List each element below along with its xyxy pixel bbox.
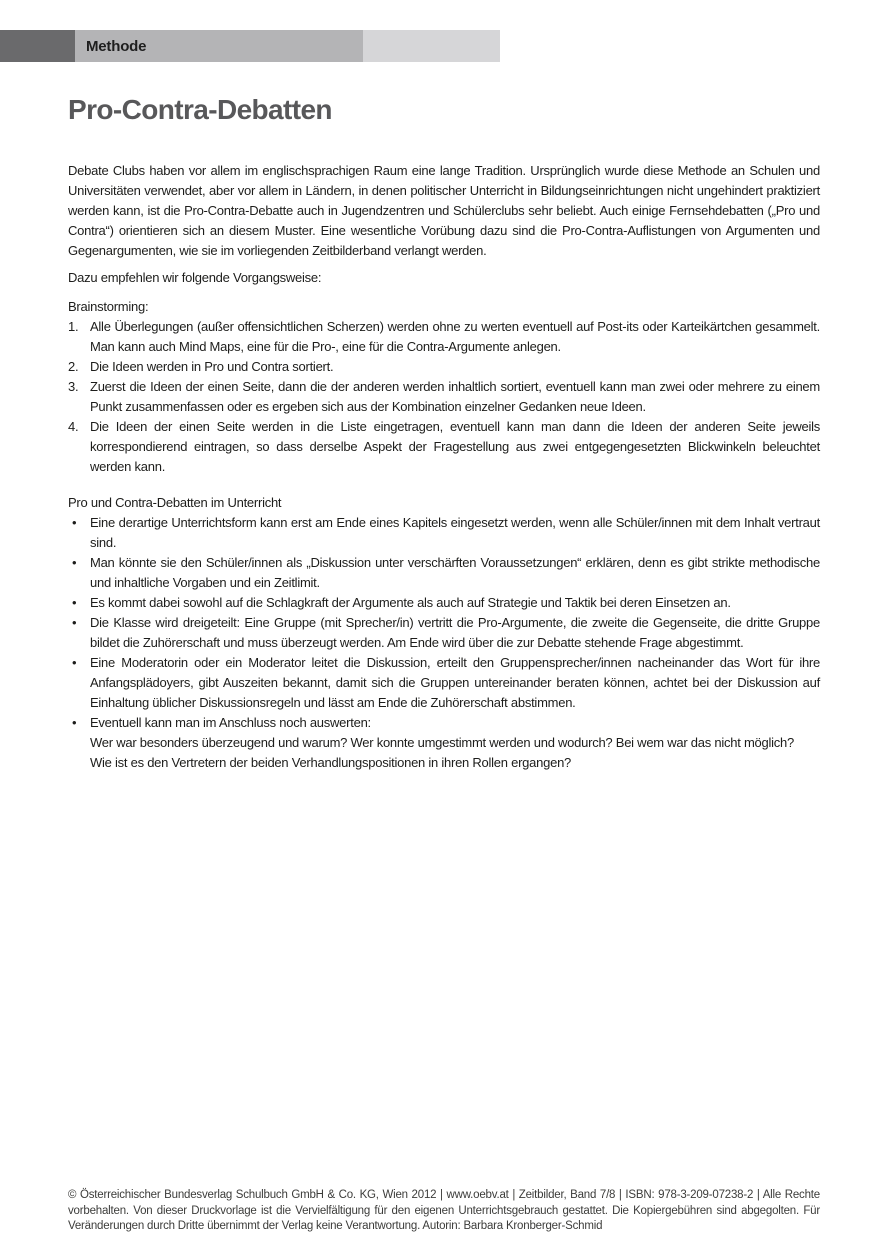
lead-line: Dazu empfehlen wir folgende Vorgangsweise: [68, 270, 322, 285]
section-label: Methode [86, 37, 147, 55]
list-item: • Eine derartige Unterrichtsform kann erst am Ende eines Kapitels eingesetzt werden, wenn alle Schüler/innen mit dem Inhalt vertraut sind. [68, 513, 820, 553]
header-bar-label-segment [75, 30, 363, 62]
header-bar-dark-segment [0, 30, 75, 62]
list-item: Alle Überlegungen (außer offensichtlichen Scherzen) werden ohne zu werten eventuell auf Post-its oder Karteikärtchen gesammelt. Man kann auch Mind Maps, eine für die Pro-, eine für die Contra-Argumente anlegen. [90, 319, 820, 354]
brainstorming-heading: Brainstorming: [68, 299, 149, 314]
list-item: • Es kommt dabei sowohl auf die Schlagkraft der Argumente als auch auf Strategie und Taktik bei deren Einsetzen an. [68, 593, 820, 613]
unterricht-heading: Pro und Contra-Debatten im Unterricht [68, 495, 282, 510]
list-item-lead: Eventuell kann man im Anschluss noch auswerten: [90, 715, 371, 730]
header-bar-light-segment [363, 30, 500, 62]
list-item: Zuerst die Ideen der einen Seite, dann die der anderen werden inhaltlich sortiert, eventuell kann man zwei oder mehrere zu einem Punkt zusammenfassen oder es ergeben sich aus der Kombination einzelner Gedanken neue Ideen. [90, 379, 820, 414]
followup-question: Wer war besonders überzeugend und warum? Wer konnte umgestimmt werden und wodurch? Bei wem war das nicht möglich? [90, 735, 794, 750]
brainstorming-list [68, 317, 820, 477]
page-title: Pro-Contra-Debatten [68, 94, 332, 125]
list-item: • Man könnte sie den Schüler/innen als „Diskussion unter verschärften Voraussetzungen“ erklären, denn es gibt strikte methodische und inhaltliche Vorgaben und ein Zeitlimit. [68, 553, 820, 593]
list-item: • Die Klasse wird dreigeteilt: Eine Gruppe (mit Sprecher/in) vertritt die Pro-Argumente, die zweite die Gegenseite, die dritte Gruppe bildet die Zuhörerschaft und muss überzeugt werden. Am Ende wird über die zur Debatte stehende Frage abgestimmt. [68, 613, 820, 653]
followup-question: Wie ist es den Vertretern der beiden Verhandlungspositionen in ihren Rollen ergangen? [90, 755, 572, 770]
header-bar [0, 30, 890, 62]
list-item: • Eine Moderatorin oder ein Moderator leitet die Diskussion, erteilt den Gruppensprecher/innen nacheinander das Wort für ihre Anfangsplädoyers, gibt Auszeiten bekannt, damit sich die Gruppen untereinander beraten können, achtet bei der Diskussion auf Einhaltung üblicher Diskussionsregeln und lässt am Ende die Zuhörerschaft abstimmen. [68, 653, 820, 713]
list-item: Die Ideen der einen Seite werden in die Liste eingetragen, eventuell kann man dann die Ideen der anderen Seite jeweils korrespondierend eintragen, so dass derselbe Aspekt der Fragestellung aus zwei entgegengesetzten Blickwinkeln beleuchtet werden kann. [90, 419, 820, 474]
unterricht-list [68, 513, 820, 773]
copyright-footer: © Österreichischer Bundesverlag Schulbuch GmbH & Co. KG, Wien 2012 | www.oebv.at | Zeitbilder, Band 7/8 | ISBN: 978-3-209-07238-2 | Alle Rechte vorbehalten. Von dieser Druckvorlage ist die Vervielfältigung für den eigenen Unterrichtsgebrauch gestattet. Die Kopiergebühren sind abgegolten. Für Veränderungen durch Dritte übernimmt der Verlag keine Verantwortung. Autorin: Barbara Kronberger-Schmid [68, 1189, 820, 1232]
intro-paragraph: Debate Clubs haben vor allem im englischsprachigen Raum eine lange Tradition. Ursprünglich wurde diese Methode an Schulen und Universitäten verwendet, aber vor allem in Ländern, in denen politischer Unterricht in Bildungseinrichtungen nicht ungehindert praktiziert werden kann, ist die Pro-Contra-Debatte auch in Jugendzentren und Schülerclubs sehr beliebt. Auch einige Fernsehdebatten („Pro und Contra“) orientieren sich an diesem Muster. Eine wesentliche Vorübung dazu sind die Pro-Contra-Auflistungen von Argumenten und Gegenargumenten, wie sie im vorliegenden Zeitbilderband verlangt werden. [68, 163, 820, 258]
list-item [68, 713, 820, 773]
content-column [68, 62, 820, 773]
list-item: Die Ideen werden in Pro und Contra sortiert. [90, 359, 334, 374]
